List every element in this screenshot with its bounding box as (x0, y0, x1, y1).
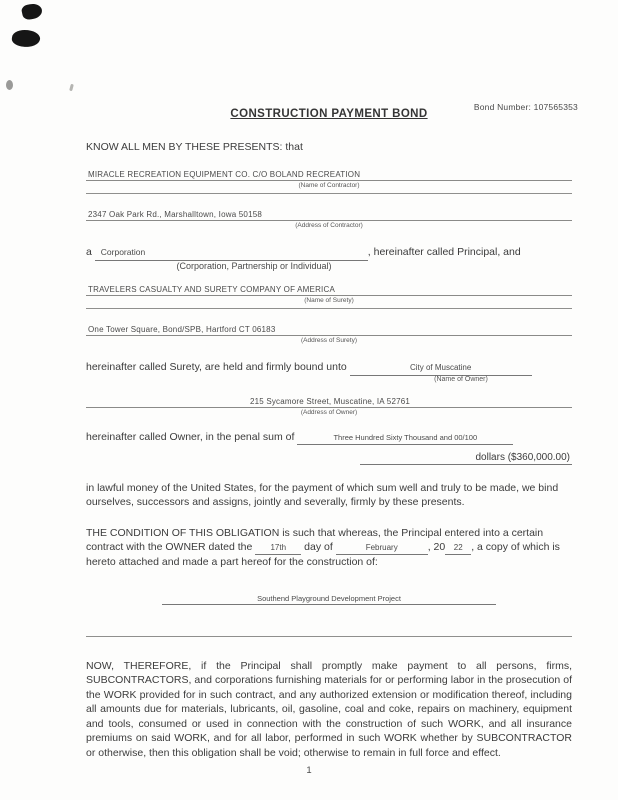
surety-name-value: TRAVELERS CASUALTY AND SURETY COMPANY OF AMERICA (86, 285, 572, 296)
entity-type-value: Corporation (95, 247, 368, 260)
blank-rule (86, 189, 572, 194)
project-name-value: Southend Playground Development Project (162, 594, 496, 605)
penal-dollars-line: dollars ($360,000.00) (360, 452, 572, 465)
contractor-address-caption: (Address of Contractor) (295, 222, 363, 230)
penal-amount-words: Three Hundred Sixty Thousand and 00/100 (297, 433, 513, 445)
contractor-name-value: MIRACLE RECREATION EQUIPMENT CO. C/O BOLAND RECREATION (86, 170, 572, 181)
project-name-field (86, 588, 572, 606)
surety-address-field (86, 325, 572, 344)
contractor-name-caption: (Name of Contractor) (298, 182, 360, 190)
owner-address-caption: (Address of Owner) (300, 408, 358, 416)
condition-mid: day of (304, 541, 333, 554)
penal-sum-row (86, 430, 572, 465)
scan-artifact-blob-1 (21, 2, 44, 21)
contract-year: 22 (445, 542, 471, 555)
owner-name-row (86, 360, 572, 383)
surety-address-caption: (Address of Surety) (301, 336, 357, 344)
intro-line: KNOW ALL MEN BY THESE PRESENTS: that (86, 141, 303, 153)
scan-artifact-smudge (6, 80, 13, 90)
contractor-address-field (86, 210, 572, 229)
lawful-money-paragraph: in lawful money of the United States, for the payment of which sum well and truly to be made, we bind ourselves, successors and assigns, jointly and severally, firmly by these presents. (86, 481, 559, 509)
scan-artifact-blob-2 (11, 28, 41, 49)
bond-number: Bond Number: 107565353 (473, 102, 578, 112)
entity-caption: (Corporation, Partnership or Individual) (176, 260, 332, 271)
entity-suffix: , hereinafter called Principal, and (367, 246, 521, 259)
owner-address-field (86, 397, 572, 416)
surety-address-value: One Tower Square, Bond/SPB, Hartford CT 06183 (86, 325, 572, 336)
entity-prefix: a (86, 246, 92, 259)
penal-prefix: hereinafter called Owner, in the penal sum of (86, 430, 295, 443)
now-therefore-paragraph: NOW, THEREFORE, if the Principal shall promptly make payment to all persons, firms, SUBCONTRACTORS, and corporations furnishing materials for or performing labor in the prosecution of the WORK provided for in such contract, and any authorized extension or modification thereof, including all amounts due for materials, lubricants, oil, gasoline, coal and coke, repairs on machinery, equipment and tools, consumed or used in connection with the construction of such WORK, and all insurance premiums on said WORK, and for all labor, performed in such WORK whether by SUBCONTRACTOR or otherwise, then this obligation shall be void; otherwise to remain in full force and effect. (86, 659, 572, 759)
surety-name-caption: (Name of Surety) (304, 296, 354, 304)
scan-artifact-tick (69, 84, 74, 92)
page-number: 1 (306, 765, 312, 776)
blank-rule (86, 632, 572, 637)
condition-paragraph (86, 526, 572, 570)
entity-type-row (86, 245, 572, 270)
contractor-address-value: 2347 Oak Park Rd., Marshalltown, Iowa 50158 (86, 210, 572, 221)
condition-end: , a copy of which is hereto attached and made a part hereof for the construction of: (86, 541, 560, 569)
contract-day: 17th (255, 542, 301, 555)
contractor-name-field (86, 170, 572, 194)
surety-name-field (86, 285, 572, 309)
document-header (86, 102, 578, 122)
owner-name-caption: (Name of Owner) (434, 375, 488, 383)
condition-part1: THE CONDITION OF THIS OBLIGATION is such that whereas, the Principal entered into a certain contract with the OWNER dated the (86, 526, 544, 554)
bound-prefix: hereinafter called Surety, are held and firmly bound unto (86, 360, 347, 373)
owner-name-value: City of Muscatine (350, 363, 532, 376)
condition-year-prefix: , 20 (427, 541, 446, 554)
owner-address-value: 215 Sycamore Street, Muscatine, IA 52761 (86, 397, 572, 408)
document-title: CONSTRUCTION PAYMENT BOND (230, 108, 428, 120)
blank-rule (86, 304, 572, 309)
contract-month: February (336, 542, 428, 555)
